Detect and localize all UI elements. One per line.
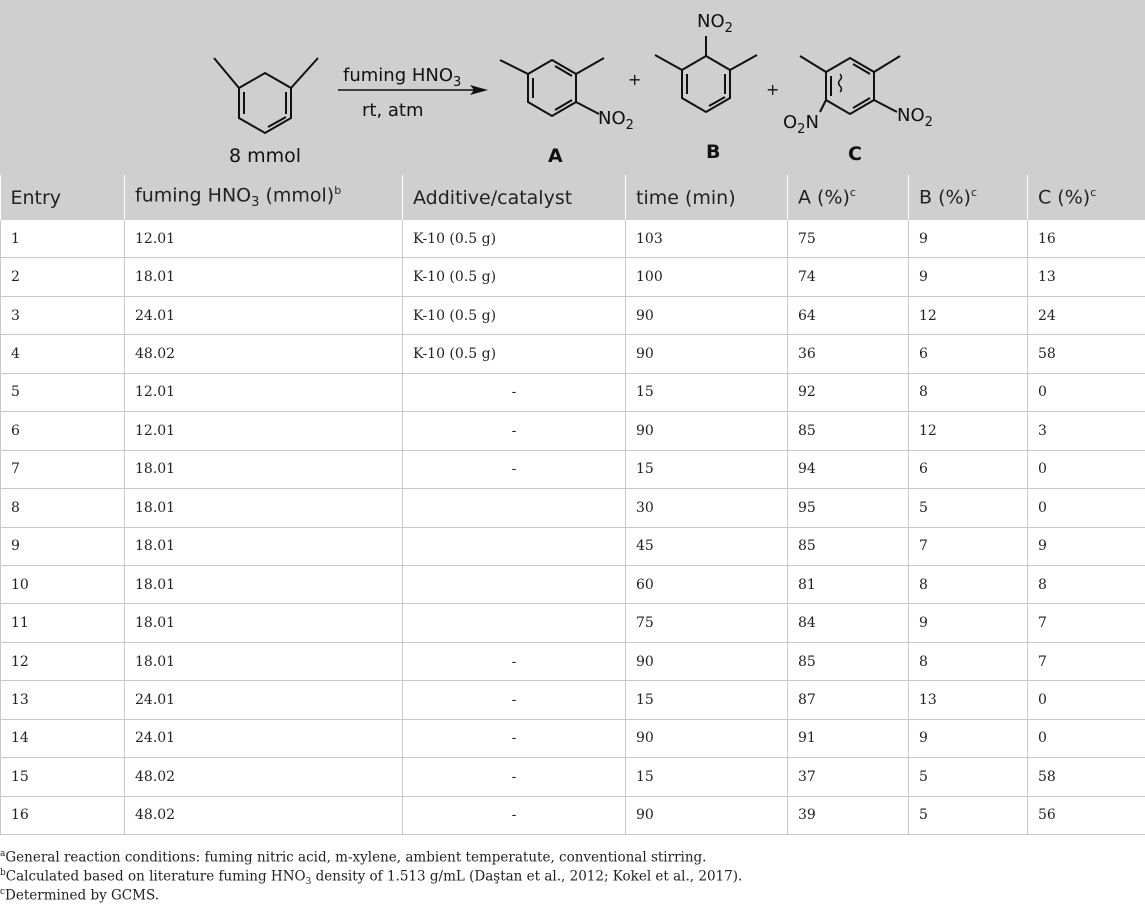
cell-yield-b: 12 [909,412,1028,450]
cell-additive: K-10 (0.5 g) [403,220,626,258]
cell-additive [403,604,626,642]
cell-yield-a: 75 [788,220,909,258]
cell-time: 90 [626,719,788,757]
cell-yield-a: 39 [788,796,909,834]
cell-time: 90 [626,335,788,373]
cell-yield-b: 5 [909,796,1028,834]
cell-yield-b: 8 [909,373,1028,411]
cell-additive: - [403,719,626,757]
cell-yield-a: 91 [788,719,909,757]
cell-additive: K-10 (0.5 g) [403,335,626,373]
header-yield-c: C (%)$^c$ [1028,175,1145,220]
product-c-o2n: $O_2N$ [783,112,819,137]
cell-entry: 12 [1,642,125,680]
cell-yield-b: 6 [909,335,1028,373]
cell-yield-b: 9 [909,719,1028,757]
cell-hno3: 12.01 [125,373,403,411]
cell-time: 103 [626,220,788,258]
cell-time: 90 [626,642,788,680]
footnotes [0,845,1145,902]
cell-yield-c: 0 [1028,489,1145,527]
reaction-scheme-drawing [0,0,1145,175]
cell-yield-c: 0 [1028,373,1145,411]
cell-hno3: 18.01 [125,450,403,488]
product-a-no2: $NO_2$ [598,108,634,133]
cell-time: 100 [626,258,788,296]
cell-yield-a: 85 [788,412,909,450]
amount-label: 8 mmol [229,145,301,167]
header-additive: Additive/catalyst [403,175,626,220]
header-time: time (min) [626,175,788,220]
footnote-c: $^c$Determined by GCMS. [0,883,1145,902]
cell-yield-b: 13 [909,681,1028,719]
cell-yield-c: 9 [1028,527,1145,565]
table-row [1,220,1145,258]
footnote-b: $^b$Calculated based on literature fuming $HNO_3$ density of 1.513 g/mL (Daştan et al., 2012; Kokel et al., 2017). [0,864,1145,883]
reagent-label: fuming $HNO_3$ [343,65,461,90]
cell-yield-c: 7 [1028,642,1145,680]
cell-additive: K-10 (0.5 g) [403,296,626,334]
cell-entry: 10 [1,565,125,603]
cell-entry: 6 [1,412,125,450]
cell-additive: K-10 (0.5 g) [403,258,626,296]
cell-entry: 2 [1,258,125,296]
product-a-label: A [548,145,563,167]
cell-yield-b: 8 [909,565,1028,603]
cell-yield-b: 9 [909,258,1028,296]
cell-yield-c: 56 [1028,796,1145,834]
cell-yield-a: 36 [788,335,909,373]
product-c-structure [800,56,900,114]
table-row [1,258,1145,296]
cell-additive [403,489,626,527]
cell-time: 90 [626,296,788,334]
table-body [1,220,1145,835]
cell-yield-c: 13 [1028,258,1145,296]
cell-hno3: 18.01 [125,565,403,603]
cell-time: 90 [626,796,788,834]
cell-yield-c: 7 [1028,604,1145,642]
table-row [1,373,1145,411]
cell-yield-b: 7 [909,527,1028,565]
cell-time: 60 [626,565,788,603]
cell-yield-b: 9 [909,220,1028,258]
cell-time: 15 [626,758,788,796]
cell-additive: - [403,758,626,796]
cell-entry: 14 [1,719,125,757]
cell-yield-c: 8 [1028,565,1145,603]
cell-yield-b: 6 [909,450,1028,488]
cell-yield-b: 12 [909,296,1028,334]
cell-yield-a: 87 [788,681,909,719]
cell-additive [403,565,626,603]
cell-entry: 4 [1,335,125,373]
header-yield-a: A (%)$^c$ [788,175,909,220]
cell-hno3: 12.01 [125,412,403,450]
cell-hno3: 18.01 [125,604,403,642]
cell-yield-a: 84 [788,604,909,642]
cell-entry: 15 [1,758,125,796]
cell-yield-c: 58 [1028,758,1145,796]
cell-hno3: 48.02 [125,796,403,834]
cell-yield-b: 5 [909,489,1028,527]
cell-hno3: 48.02 [125,758,403,796]
cell-time: 90 [626,412,788,450]
cell-hno3: 24.01 [125,296,403,334]
cell-yield-a: 92 [788,373,909,411]
cell-yield-a: 74 [788,258,909,296]
cell-hno3: 18.01 [125,527,403,565]
results-table [0,175,1145,835]
table-row [1,412,1145,450]
cell-entry: 16 [1,796,125,834]
cell-yield-a: 37 [788,758,909,796]
conditions-label: rt, atm [362,100,424,121]
reaction-arrow [338,85,488,95]
cell-additive: - [403,412,626,450]
table-row [1,489,1145,527]
cell-yield-c: 0 [1028,719,1145,757]
cell-additive: - [403,642,626,680]
product-b-label: B [706,141,720,163]
table-row [1,565,1145,603]
table-row [1,681,1145,719]
header-hno3: fuming $HNO_3$ (mmol)$^b$ [125,175,403,220]
table-header-row [1,175,1145,220]
cell-yield-a: 95 [788,489,909,527]
cell-hno3: 24.01 [125,719,403,757]
cell-entry: 1 [1,220,125,258]
cell-yield-a: 85 [788,527,909,565]
cell-hno3: 18.01 [125,642,403,680]
plus-sign-1: + [628,70,641,89]
header-yield-b: B (%)$^c$ [909,175,1028,220]
product-c-label: C [848,143,862,165]
cell-additive: - [403,373,626,411]
product-b-no2: $NO_2$ [697,11,733,36]
cell-entry: 11 [1,604,125,642]
reaction-scheme [0,0,1145,175]
table-row [1,296,1145,334]
cell-entry: 3 [1,296,125,334]
cell-entry: 7 [1,450,125,488]
table-row [1,719,1145,757]
cell-yield-c: 0 [1028,450,1145,488]
table-row [1,450,1145,488]
table-row [1,758,1145,796]
cell-entry: 5 [1,373,125,411]
product-a-structure [500,58,604,116]
product-c-no2: $NO_2$ [897,105,933,130]
cell-hno3: 18.01 [125,258,403,296]
cell-hno3: 18.01 [125,489,403,527]
m-xylene-structure [214,58,318,133]
cell-yield-c: 24 [1028,296,1145,334]
table-row [1,527,1145,565]
cell-yield-b: 5 [909,758,1028,796]
plus-sign-2: + [766,80,779,99]
cell-hno3: 12.01 [125,220,403,258]
cell-additive [403,527,626,565]
cell-time: 15 [626,450,788,488]
cell-yield-c: 58 [1028,335,1145,373]
cell-entry: 8 [1,489,125,527]
cell-additive: - [403,796,626,834]
cell-time: 30 [626,489,788,527]
cell-hno3: 24.01 [125,681,403,719]
cell-yield-c: 16 [1028,220,1145,258]
cell-hno3: 48.02 [125,335,403,373]
cell-yield-b: 9 [909,604,1028,642]
header-entry: Entry [1,175,125,220]
table-row [1,335,1145,373]
cell-yield-a: 85 [788,642,909,680]
cell-additive: - [403,450,626,488]
table-row [1,796,1145,834]
cell-yield-c: 0 [1028,681,1145,719]
cell-yield-c: 3 [1028,412,1145,450]
table-row [1,642,1145,680]
product-b-structure [655,36,757,112]
cell-entry: 13 [1,681,125,719]
cell-time: 45 [626,527,788,565]
cell-time: 15 [626,373,788,411]
cell-time: 15 [626,681,788,719]
footnote-a: $^a$General reaction conditions: fuming nitric acid, m-xylene, ambient temperatute, conventional stirring. [0,845,1145,864]
cell-yield-a: 64 [788,296,909,334]
cell-time: 75 [626,604,788,642]
cell-yield-a: 94 [788,450,909,488]
table-row [1,604,1145,642]
cell-yield-b: 8 [909,642,1028,680]
cell-yield-a: 81 [788,565,909,603]
cell-entry: 9 [1,527,125,565]
cell-additive: - [403,681,626,719]
